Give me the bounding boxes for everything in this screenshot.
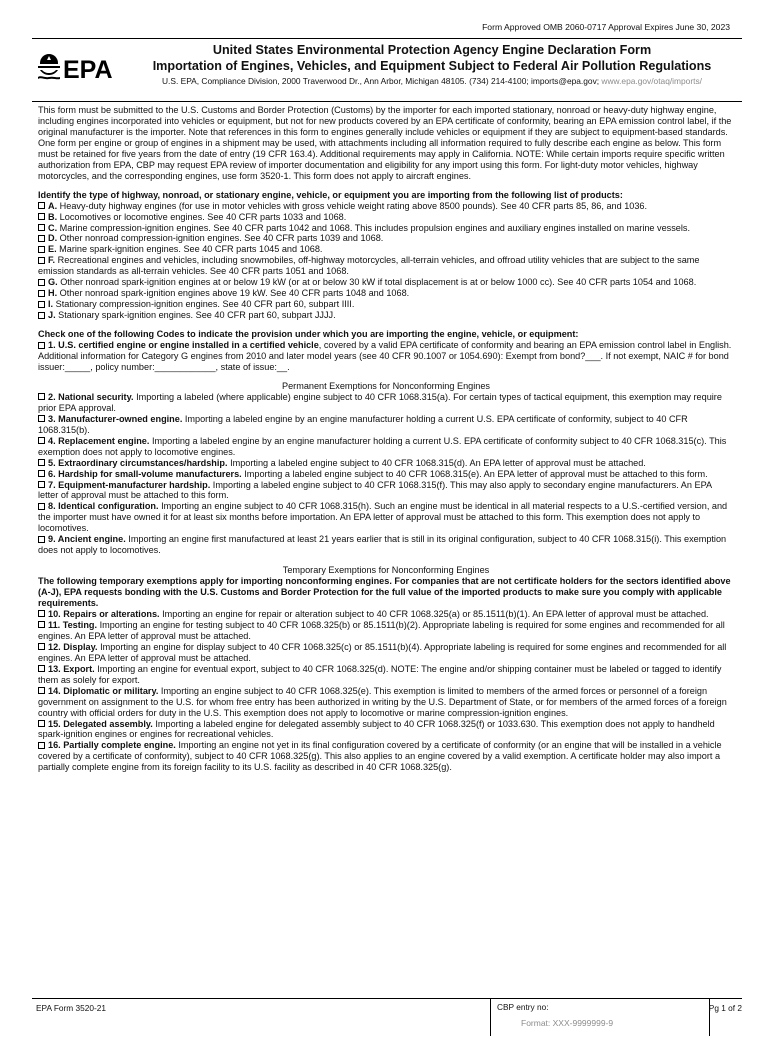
temporary-intro-text: The following temporary exemptions apply for importing nonconforming engines. For companies that are not certificate holders for the sectors identified above (A-J), EPA requests bonding with the U.S. Customs and Border Protection for the full value of the imported products to make sure you comply with applicable requirements. — [38, 576, 731, 609]
type-text: Other nonroad spark-ignition engines above 19 kW. See 40 CFR parts 1048 and 1068. — [59, 288, 410, 299]
code-label: 12. Display. — [48, 641, 98, 652]
code-label: 3. Manufacturer-owned engine. — [48, 413, 183, 424]
checkbox[interactable] — [38, 393, 45, 400]
checkbox[interactable] — [38, 643, 45, 650]
checkbox[interactable] — [38, 279, 45, 286]
code-item — [38, 719, 734, 741]
type-text: Marine spark-ignition engines. See 40 CFR parts 1045 and 1068. — [59, 244, 323, 255]
form-body — [38, 105, 734, 773]
code-text: Importing a labeled engine for delegated assembly subject to 40 CFR 1068.325(f) or 1033.630. This exemption does not apply to handheld spark-ignition engines or engines for recreational vehicles. — [38, 718, 715, 740]
code-label: 11. Testing. — [48, 619, 98, 630]
code-item — [38, 664, 734, 686]
type-code: I. — [48, 299, 54, 310]
type-code: E. — [48, 244, 57, 255]
cbp-entry-placeholder: Format: XXX-9999999-9 — [521, 1018, 614, 1028]
type-text: Stationary spark-ignition engines. See 40 CFR part 60, subpart JJJJ. — [58, 310, 336, 321]
code-label: 9. Ancient engine. — [48, 534, 126, 545]
code-label: 14. Diplomatic or military. — [48, 685, 159, 696]
checkbox[interactable] — [38, 437, 45, 444]
omb-approval-note: Form Approved OMB 2060-0717 Approval Expires June 30, 2023 — [482, 22, 730, 32]
code-item — [38, 534, 734, 556]
type-code: G. — [48, 277, 58, 288]
checkbox[interactable] — [38, 720, 45, 727]
code-text: Importing a labeled engine by an engine manufacturer holding a current U.S. EPA certificate of conformity subject to 40 CFR 1068.315(c). This exemption does not apply to locomotive engines. — [38, 435, 727, 457]
code-label: 1. U.S. certified engine or engine installed in a certified vehicle — [48, 340, 319, 351]
temporary-intro — [38, 576, 734, 609]
type-item — [38, 201, 734, 212]
code-text: Importing a labeled (where applicable) engine subject to 40 CFR 1068.315(a). For certain types of tactical equipment, this exemption may require prior EPA approval. — [38, 391, 722, 413]
type-item — [38, 244, 734, 255]
type-text: Heavy-duty highway engines (for use in motor vehicles with gross vehicle weight rating above 8500 pounds). See 40 CFR parts 85, 86, and 1036. — [59, 200, 648, 211]
checkbox[interactable] — [38, 459, 45, 466]
codes-heading-text: Check one of the following Codes to indicate the provision under which you are importing the engine, vehicle, or equipment: — [38, 329, 579, 340]
checkbox[interactable] — [38, 312, 45, 319]
code-text: Importing an engine for eventual export, subject to 40 CFR 1068.325(d). NOTE: The engine and/or shipping container must be labeled or tagged to identify them as solely for export. — [38, 663, 722, 685]
form-title: United States Environmental Protection Agency Engine Declaration Form — [212, 43, 652, 57]
code-item — [38, 340, 734, 373]
website-link[interactable]: www.epa.gov/otaq/imports/ — [601, 76, 702, 86]
types-heading-text: Identify the type of highway, nonroad, or stationary engine, vehicle, or equipment you are importing from the following list of products: — [38, 189, 623, 200]
permanent-heading: Permanent Exemptions for Nonconforming Engines — [282, 380, 490, 391]
type-text: Other nonroad spark-ignition engines at or below 19 kW (or at or below 30 kW if total displacement is at or below 1000 cc). See 40 CFR parts 1054 and 1068. — [60, 277, 697, 288]
code-label: 13. Export. — [48, 663, 95, 674]
form-number: EPA Form 3520-21 — [36, 1003, 106, 1013]
form-header — [32, 38, 742, 102]
agency-address — [122, 74, 742, 88]
code-label: 6. Hardship for small-volume manufacturers. — [48, 468, 242, 479]
code-label: 4. Replacement engine. — [48, 435, 150, 446]
code-label: 10. Repairs or alterations. — [48, 608, 160, 619]
form-footer — [32, 998, 742, 1043]
code-label: 2. National security. — [48, 391, 134, 402]
checkbox[interactable] — [38, 246, 45, 253]
type-item — [38, 277, 734, 288]
cbp-entry-label: CBP entry no: — [497, 1002, 549, 1012]
code-text: Importing an engine not yet in its final configuration covered by a certificate of conformity (or an engine that will be installed in a vehicle covered by a certificate of conformity), subject to 40 CFR 1068.325(g). This also applies to an engine covered by a valid exemption. A certificate holder may also import a partially complete engine from its foreign facility to its U.S. facility as described in 40 CFR 1068.325(g). — [38, 740, 722, 773]
code-label: 15. Delegated assembly. — [48, 718, 153, 729]
checkbox[interactable] — [38, 290, 45, 297]
code-item — [38, 414, 734, 436]
code-text: Importing a labeled engine subject to 40 CFR 1068.315(f). This may also apply to secondary engine manufacturers. An EPA letter of approval must be attached to this form. — [38, 479, 712, 501]
code-label: 8. Identical configuration. — [48, 501, 159, 512]
type-text: Other nonroad compression-ignition engines. See 40 CFR parts 1039 and 1068. — [59, 233, 384, 244]
code-item — [38, 501, 734, 534]
type-item — [38, 288, 734, 299]
epa-logo — [36, 51, 112, 83]
address-text: U.S. EPA, Compliance Division, 2000 Traverwood Dr., Ann Arbor, Michigan 48105. (734) 214-4100; imports@epa.gov; — [162, 76, 600, 86]
checkbox[interactable] — [38, 742, 45, 749]
type-code: D. — [48, 233, 58, 244]
checkbox[interactable] — [38, 342, 45, 349]
code-item — [38, 469, 734, 480]
type-text: Stationary compression-ignition engines. See 40 CFR part 60, subpart IIII. — [55, 299, 355, 310]
checkbox[interactable] — [38, 470, 45, 477]
type-text: Locomotives or locomotive engines. See 40 CFR parts 1033 and 1068. — [59, 211, 347, 222]
epa-logo-icon — [36, 51, 112, 83]
code-text: Importing an engine for display subject to 40 CFR 1068.325(c) or 85.1511(b)(4). Appropriate labeling is required for some engines and recommended for all engines. An EPA letter of approval must be attached. — [38, 641, 727, 663]
code-text: Importing a labeled engine subject to 40 CFR 1068.315(d). An EPA letter of approval must be attached. — [227, 457, 646, 468]
type-code: J. — [48, 310, 56, 321]
code-item — [38, 480, 734, 502]
intro-paragraph: This form must be submitted to the U.S. Customs and Border Protection (Customs) by the importer for each imported stationary, nonroad or heavy-duty highway engine, including engines incorporated into vehicles or equipment, but not for new products covered by an EPA certificate of conformity, bearing an EPA emission control label, if the original manufacturer is the importer. Note that references in this form to engines generally include vehicles or equipment if they are subject to equipment-based standards. One form per engine or group of engines in a shipment may be used, with attachments including all information required to fully describe each engine as below. This form must be retained for five years from the date of entry (19 CFR 163.4). Additional requirements may apply in California. NOTE: While certain imports require specific written authorization from EPA, CBP may request EPA review of importer documentation and eligibility for any import using this form. For light-duty motor vehicles, highway motorcycles, and the corresponding engines, use form 3520-1. This form does not apply to aircraft engines. — [38, 105, 732, 181]
code-text: Importing an engine for testing subject to 40 CFR 1068.325(b) or 85.1511(b)(2). Appropriate labeling is required for some engines and recommended for all engines. An EPA letter of approval must be attached. — [38, 619, 725, 641]
type-item — [38, 255, 734, 277]
codes-heading — [38, 329, 734, 340]
code-item — [38, 392, 734, 414]
code-item — [38, 436, 734, 458]
code-text: Importing an engine subject to 40 CFR 1068.325(e). This exemption is limited to members of the armed forces or personnel of a foreign government on assignment to the U.S. for whom free entry has been authorized in writing by the U.S. Department of State, or for members of the armed forces of a foreign country with official orders for duty in the U.S. This exemption does not apply to locomotive or marine compression-ignition engines. — [38, 685, 727, 718]
code-text: , covered by a valid EPA certificate of conformity and bearing an EPA emission control label in English. Additional information for Category G engines from 2010 and later model years (see 40 CFR 90.1007 or 1054.690): Exempt from bond?___. If not exempt, NAIC # for bond issuer:_____, policy number:____________, state of issue:__. — [38, 340, 732, 372]
type-item — [38, 299, 734, 310]
checkbox[interactable] — [38, 202, 45, 209]
checkbox[interactable] — [38, 257, 45, 264]
code-item — [38, 740, 734, 773]
checkbox[interactable] — [38, 665, 45, 672]
type-code: C. — [48, 222, 58, 233]
checkbox[interactable] — [38, 301, 45, 308]
checkbox[interactable] — [38, 610, 45, 617]
cbp-entry-field[interactable] — [490, 998, 710, 1036]
types-list — [38, 201, 734, 321]
checkbox[interactable] — [38, 687, 45, 694]
code-item — [38, 609, 734, 620]
code-text: Importing a labeled engine subject to 40 CFR 1068.315(e). An EPA letter of approval must be attached to this form. — [241, 468, 708, 479]
checkbox[interactable] — [38, 224, 45, 231]
code-item — [38, 620, 734, 642]
type-text: Recreational engines and vehicles, including snowmobiles, off-highway motorcycles, all-terrain vehicles, and offroad utility vehicles that are subject to the same emission standards as all-terrain vehicles. See 40 CFR parts 1051 and 1068. — [38, 255, 700, 277]
type-text: Marine compression-ignition engines. See 40 CFR parts 1042 and 1068. This includes propulsion engines and auxiliary engines installed on marine vessels. — [59, 222, 691, 233]
form-subtitle: Importation of Engines, Vehicles, and Equipment Subject to Federal Air Pollution Regulations — [152, 59, 712, 73]
type-code: F. — [48, 255, 56, 266]
code-item — [38, 458, 734, 469]
checkbox[interactable] — [38, 621, 45, 628]
code-label: 7. Equipment-manufacturer hardship. — [48, 479, 211, 490]
code-text: Importing an engine first manufactured at least 21 years earlier that is still in its original configuration, subject to 40 CFR 1068.315(i). This exemption does not apply to locomotives. — [38, 534, 727, 556]
type-item — [38, 233, 734, 244]
code-text: Importing an engine for repair or alteration subject to 40 CFR 1068.325(a) or 85.1511(b)(1). An EPA letter of approval must be attached. — [159, 608, 709, 619]
code-text: Importing an engine subject to 40 CFR 1068.315(h). Such an engine must be identical in all material respects to a U.S.-certified version, and the importer must have owned it for at least six months before importation. An EPA letter of approval must be attached to this form. This exemption does not apply to locomotives. — [38, 501, 728, 534]
code-label: 5. Extraordinary circumstances/hardship. — [48, 457, 228, 468]
code-label: 16. Partially complete engine. — [48, 740, 176, 751]
epa-logo-text: EPA — [63, 56, 112, 83]
type-code: B. — [48, 211, 58, 222]
type-item — [38, 212, 734, 223]
checkbox[interactable] — [38, 536, 45, 543]
types-heading — [38, 190, 734, 201]
code-item — [38, 686, 734, 719]
type-item — [38, 310, 734, 321]
code-text: Importing a labeled engine by an engine manufacturer holding a current U.S. EPA certificate of conformity, subject to 40 CFR 1068.315(b). — [38, 413, 688, 435]
code-item — [38, 642, 734, 664]
page-number: Pg 1 of 2 — [708, 1003, 742, 1013]
temporary-heading: Temporary Exemptions for Nonconforming Engines — [282, 565, 490, 576]
checkbox[interactable] — [38, 213, 45, 220]
type-code: A. — [48, 200, 58, 211]
checkbox[interactable] — [38, 503, 45, 510]
type-code: H. — [48, 288, 58, 299]
checkbox[interactable] — [38, 235, 45, 242]
type-item — [38, 223, 734, 234]
checkbox[interactable] — [38, 481, 45, 488]
checkbox[interactable] — [38, 415, 45, 422]
